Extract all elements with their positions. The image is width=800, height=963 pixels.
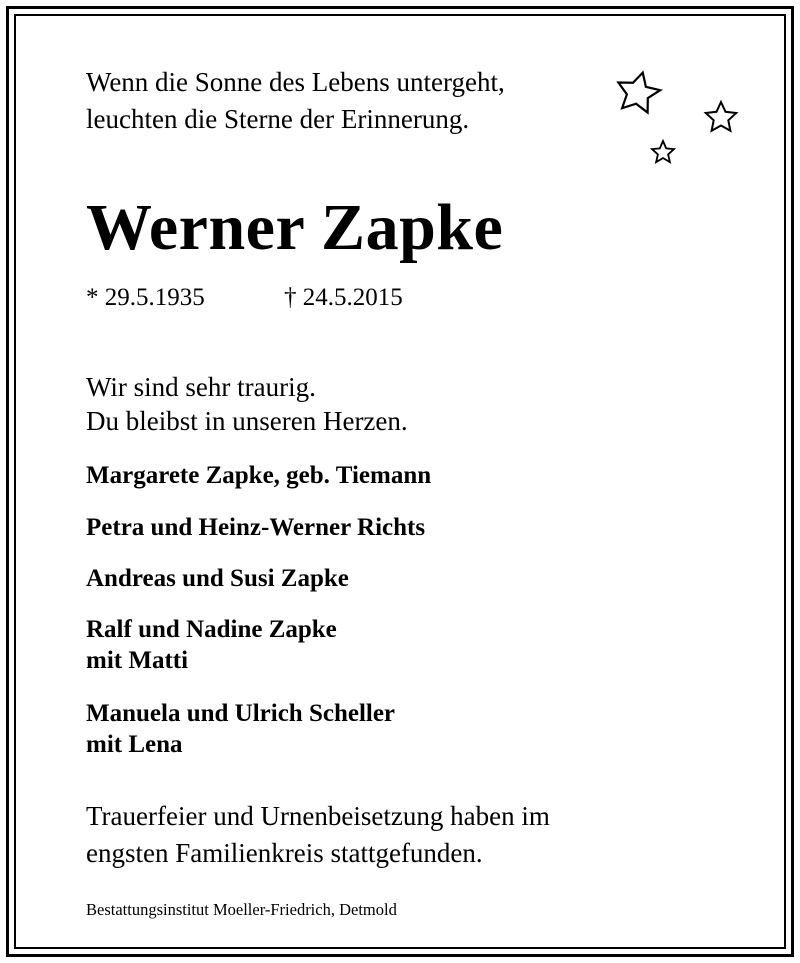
mourner-name: Andreas und Susi Zapke bbox=[86, 565, 349, 592]
motto-line-2: leuchten die Sterne der Erinnerung. bbox=[86, 104, 470, 134]
mourner-entry bbox=[86, 614, 337, 676]
motto-line-1: Wenn die Sonne des Lebens untergeht, bbox=[86, 67, 505, 97]
birth-date: * 29.5.1935 bbox=[86, 284, 205, 311]
deceased-name: Werner Zapke bbox=[86, 191, 504, 264]
condolence-line-2: Du bleibst in unseren Herzen. bbox=[86, 406, 408, 436]
closing-line-1: Trauerfeier und Urnenbeisetzung haben im bbox=[86, 801, 550, 831]
stars-icon bbox=[605, 40, 755, 190]
star-small-icon bbox=[652, 141, 674, 162]
mourner-companion: mit Lena bbox=[86, 731, 183, 758]
mourner-companion: mit Matti bbox=[86, 647, 189, 674]
death-date: † 24.5.2015 bbox=[284, 284, 403, 311]
mourner-name: Margarete Zapke, geb. Tiemann bbox=[86, 462, 432, 489]
mourner-name: Ralf und Nadine Zapke bbox=[86, 616, 337, 643]
mourner-entry bbox=[86, 698, 395, 760]
motto bbox=[86, 64, 505, 138]
condolence-line-1: Wir sind sehr traurig. bbox=[86, 372, 316, 402]
condolence-text bbox=[86, 370, 408, 438]
life-dates bbox=[86, 283, 403, 313]
mourner-entry bbox=[86, 460, 431, 491]
star-medium-icon bbox=[706, 102, 736, 131]
closing-note bbox=[86, 798, 550, 872]
star-large-icon bbox=[616, 70, 662, 113]
mourner-entry bbox=[86, 512, 425, 543]
closing-line-2: engsten Familienkreis stattgefunden. bbox=[86, 838, 483, 868]
mourner-name: Manuela und Ulrich Scheller bbox=[86, 700, 396, 727]
mourner-name: Petra und Heinz-Werner Richts bbox=[86, 514, 426, 541]
mourner-entry bbox=[86, 563, 349, 594]
undertaker-credit: Bestattungsinstitut Moeller-Friedrich, Detmold bbox=[86, 900, 397, 919]
